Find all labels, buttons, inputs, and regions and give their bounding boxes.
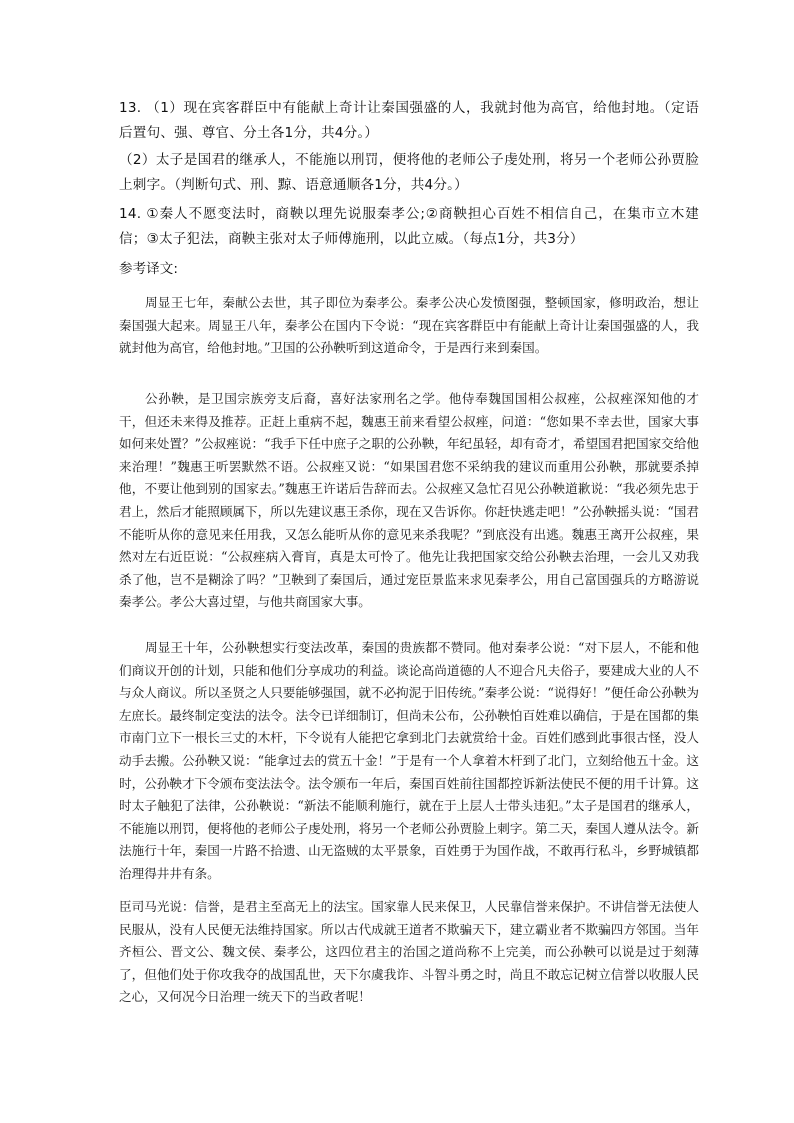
answer-13-part-2: （2）太子是国君的继承人，不能施以刑罚，便将他的老师公子虔处刑，将另一个老师公孙贾脸上刺字。（判断句式、刑、黥、语意通顺各1分，共4分。） bbox=[119, 152, 699, 193]
translation-paragraph: 周显王七年，秦献公去世，其子即位为秦孝公。秦孝公决心发愤图强，整顿国家，修明政治，想让秦国强大起来。周显王八年，秦孝公在国内下令说：“现在宾客群臣中有能献上奇计让秦国强盛的人，我就封他为高官，给他封地。”卫国的公孙鞅听到这道命令，于是西行来到秦国。 bbox=[119, 295, 699, 356]
answer-14: 14. ①秦人不愿变法时，商鞅以理先说服秦孝公;②商鞅担心百姓不相信自己，在集市立木建信；③太子犯法，商鞅主张对太子师傅施刑，以此立威。（每点1分，共3分） bbox=[119, 206, 699, 247]
translation-paragraph: 周显王十年，公孙鞅想实行变法改革，秦国的贵族都不赞同。他对秦孝公说：“对下层人，不能和他们商议开创的计划，只能和他们分享成功的利益。谈论高尚道德的人不迎合凡夫俗子，要建成大业的人不与众人商议。所以圣贤之人只要能够强国，就不必拘泥于旧传统。”秦孝公说：“说得好！”便任命公孙鞅为左庶长。最终制定变法的法令。法令已详细制订，但尚未公布，公孙鞅怕百姓难以确信，于是在国都的集市南门立下一根长三丈的木杆，下令说有人能把它拿到北门去就赏给十金。百姓们感到此事很古怪，没人动手去搬。公孙鞅又说：“能拿过去的赏五十金！”于是有一个人拿着木杆到了北门，立刻给他五十金。这时，公孙鞅才下令颁布变法法令。法令颁布一年后，秦国百姓前往国都控诉新法使民不便的用千计算。这时太子触犯了法律，公孙鞅说：“新法不能顺利施行，就在于上层人士带头违犯。”太子是国君的继承人，不能施以刑罚，便将他的老师公子虔处刑，将另一个老师公孙贾脸上刺字。第二天，秦国人遵从法令。新法施行十年，秦国一片路不拾遗、山无盗贼的太平景象，百姓勇于为国作战，不敢再行私斗，乡野城镇都治理得井井有条。 bbox=[119, 640, 699, 881]
translation-paragraph: 公孙鞅，是卫国宗族旁支后裔，喜好法家刑名之学。他侍奉魏国国相公叔痤，公叔痤深知他的才干，但还未来得及推荐。正赶上重病不起，魏惠王前来看望公叔痤，问道：“您如果不幸去世，国家大事如何来处置？”公叔痤说：“我手下任中庶子之职的公孙鞅，年纪虽轻，却有奇才，希望国君把国家交给他来治理！”魏惠王听罢默然不语。公叔痤又说：“如果国君您不采纳我的建议而重用公孙鞅，那就要杀掉他，不要让他到别的国家去。”魏惠王许诺后告辞而去。公叔痤又急忙召见公孙鞅道歉说：“我必须先忠于君上，然后才能照顾属下，所以先建议惠王杀你，现在又告诉你。你赶快逃走吧！”公孙鞅摇头说：“国君不能听从你的意见来任用我，又怎么能听从你的意见来杀我呢？”到底没有出逃。魏惠王离开公叔痤，果然对左右近臣说：“公叔痤病入膏肓，真是太可怜了。他先让我把国家交给公孙鞅去治理，一会儿又劝我杀了他，岂不是糊涂了吗？”卫鞅到了秦国后，通过宠臣景监来求见秦孝公，用自己富国强兵的方略游说秦孝公。孝公大喜过望，与他共商国家大事。 bbox=[119, 391, 699, 610]
commentary-paragraph: 臣司马光说：信誉，是君主至高无上的法宝。国家靠人民来保卫，人民靠信誉来保护。不讲信誉无法使人民服从，没有人民便无法维持国家。所以古代成就王道者不欺骗天下，建立霸业者不欺骗四方邻国。当年齐桓公、晋文公、魏文侯、秦孝公，这四位君主的治国之道尚称不上完美，而公孙鞅可以说是过于刻薄了，但他们处于你攻我夺的战国乱世，天下尔虞我诈、斗智斗勇之时，尚且不敢忘记树立信誉以收服人民之心，又何况今日治理一统天下的当政者呢！ bbox=[119, 899, 699, 1005]
reference-translation-heading: 参考译文: bbox=[119, 261, 178, 277]
answer-13-part-1: 13. （1）现在宾客群臣中有能献上奇计让秦国强盛的人，我就封他为高官，给他封地。（定语后置句、强、尊官、分土各1分，共4分。） bbox=[119, 100, 699, 141]
